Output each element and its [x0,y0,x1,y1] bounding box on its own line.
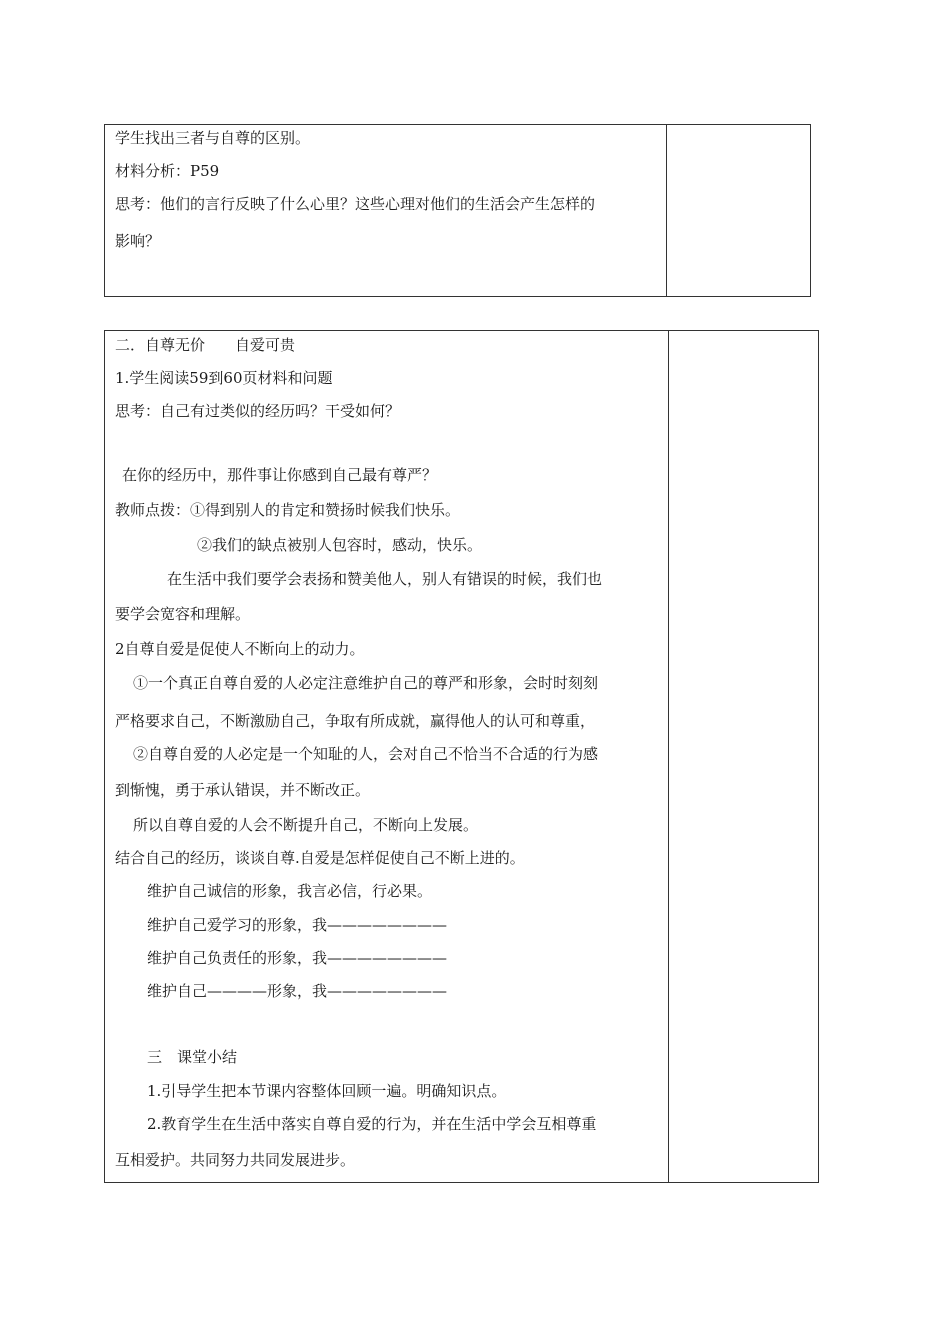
text-line: 在你的经历中，那件事让你感到自己最有尊严？ [122,466,438,484]
text-line: 所以自尊自爱的人会不断提升自己，不断向上发展。 [133,816,479,834]
text-line: 1.引导学生把本节课内容整体回顾一遍。明确知识点。 [147,1082,507,1100]
text-line: 2自尊自爱是促使人不断向上的动力。 [115,640,365,658]
text-line: 维护自己诚信的形象，我言必信，行必果。 [147,882,433,900]
text-line: 维护自己负责任的形象，我———————— [147,949,448,967]
text-line: 学生找出三者与自尊的区别。 [115,129,311,147]
text-line: 材料分析：P59 [115,162,220,180]
text-line: ②自尊自爱的人必定是一个知耻的人，会对自己不恰当不合适的行为感 [133,745,599,763]
text-line: 维护自己————形象，我———————— [147,982,448,1000]
table-1-column-divider [666,125,667,296]
text-line: 到惭愧，勇于承认错误，并不断改正。 [115,781,371,799]
text-line: 维护自己爱学习的形象，我———————— [147,916,448,934]
text-line: 教师点拨：①得到别人的肯定和赞扬时候我们快乐。 [115,501,461,519]
text-line: 要学会宽容和理解。 [115,605,251,623]
text-line: 在生活中我们要学会表扬和赞美他人，别人有错误的时候，我们也 [167,570,603,588]
text-line: 严格要求自己，不断激励自己，争取有所成就，赢得他人的认可和尊重， [115,712,596,730]
section-heading: 二．自尊无价 自爱可贵 [115,336,296,354]
table-2-column-divider [668,331,669,1182]
text-line: 思考：自己有过类似的经历吗？干受如何？ [115,402,401,420]
text-line: 2.教育学生在生活中落实自尊自爱的行为，并在生活中学会互相尊重 [147,1115,597,1133]
text-line: ①一个真正自尊自爱的人必定注意维护自己的尊严和形象，会时时刻刻 [133,674,599,692]
text-line: 结合自己的经历，谈谈自尊.自爱是怎样促使自己不断上进的。 [115,849,525,867]
section-heading: 三 课堂小结 [147,1048,238,1066]
text-line: 影响？ [115,232,161,250]
text-line: 思考：他们的言行反映了什么心里？这些心理对他们的生活会产生怎样的 [115,195,596,213]
text-line: 1.学生阅读59到60页材料和问题 [115,369,333,387]
text-line: 互相爱护。共同努力共同发展进步。 [115,1151,356,1169]
text-line: ②我们的缺点被别人包容时，感动，快乐。 [197,536,483,554]
